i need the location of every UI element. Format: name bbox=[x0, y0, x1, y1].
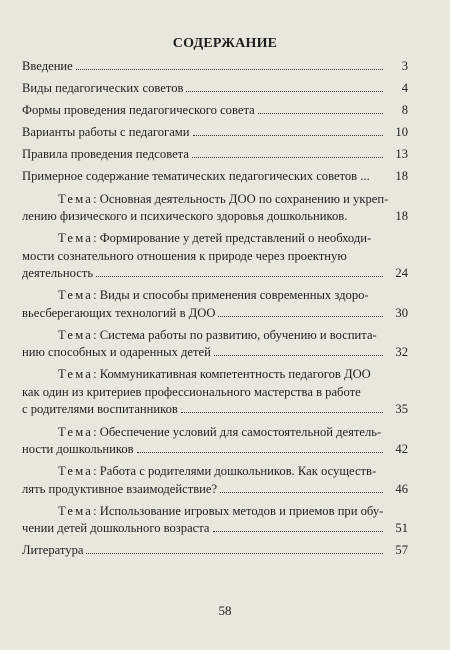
toc-entry-text: : Коммуникативная компетентность педагогов ДОО bbox=[93, 367, 371, 382]
toc-entry-line bbox=[22, 265, 408, 283]
topic-label: Тема bbox=[58, 503, 94, 518]
toc-entry-line bbox=[22, 208, 408, 226]
toc-page-number: 42 bbox=[395, 442, 408, 457]
toc-page-number: 18 bbox=[395, 209, 408, 224]
dot-leader bbox=[193, 135, 383, 136]
toc-entry-line bbox=[22, 542, 408, 560]
toc-entry-text: Примерное содержание тематических педагогических советов ... bbox=[22, 169, 370, 184]
toc-entry-line bbox=[22, 384, 408, 402]
toc-entry-line bbox=[22, 481, 408, 499]
toc-entry-text: Литература bbox=[22, 543, 84, 558]
dot-leader bbox=[192, 157, 383, 158]
topic-label: Тема bbox=[58, 464, 94, 479]
toc-entry-line bbox=[22, 80, 408, 98]
toc-entry-line bbox=[22, 230, 408, 248]
toc-entry-text: : Виды и способы применения современных здоро- bbox=[93, 288, 369, 303]
toc-entry-line bbox=[22, 441, 408, 459]
toc-entry-text: нию способных и одаренных детей bbox=[22, 345, 211, 360]
topic-label: Тема bbox=[58, 191, 94, 206]
toc-page-number: 13 bbox=[395, 147, 408, 162]
toc-entry-line bbox=[22, 503, 408, 521]
toc-entry-line bbox=[22, 327, 408, 345]
toc-entry-text: чении детей дошкольного возраста bbox=[22, 521, 210, 536]
toc-entry-text: Варианты работы с педагогами bbox=[22, 125, 190, 140]
page-number: 58 bbox=[218, 603, 232, 618]
toc-entry-text: вьесберегающих технологий в ДОО bbox=[22, 305, 216, 320]
toc-entry-text: Введение bbox=[22, 59, 73, 73]
toc-entry-line bbox=[22, 424, 408, 442]
toc-entry-text: лять продуктивное взаимодействие? bbox=[22, 481, 218, 496]
toc-page-number: 8 bbox=[401, 103, 408, 118]
toc-entry[interactable] bbox=[22, 102, 408, 120]
toc-entry-line bbox=[22, 58, 408, 76]
toc-entry[interactable] bbox=[22, 327, 408, 362]
topic-label: Тема bbox=[58, 327, 94, 342]
toc-entry-text: : Формирование у детей представлений о необходи- bbox=[93, 231, 372, 246]
dot-leader bbox=[220, 492, 383, 493]
table-of-contents bbox=[22, 58, 408, 564]
toc-page-number: 32 bbox=[395, 345, 408, 360]
toc-page-number: 10 bbox=[395, 125, 408, 140]
dot-leader bbox=[258, 113, 383, 114]
toc-entry-text: Правила проведения педсовета bbox=[22, 147, 189, 162]
dot-leader bbox=[214, 355, 383, 356]
toc-entry-text: с родителями воспитанников bbox=[22, 402, 178, 417]
toc-entry-text: : Работа с родителями дошкольников. Как осуществ- bbox=[93, 464, 377, 479]
toc-entry-line bbox=[22, 344, 408, 362]
dot-leader bbox=[218, 316, 383, 317]
toc-page-number: 4 bbox=[401, 81, 408, 96]
toc-entry-text: мости сознательного отношения к природе через проектную bbox=[22, 248, 347, 263]
toc-entry-line bbox=[22, 191, 408, 209]
toc-page-number: 18 bbox=[395, 169, 408, 184]
toc-entry-text: лению физического и психического здоровья дошкольников. bbox=[22, 209, 348, 224]
toc-page-number: 3 bbox=[401, 59, 408, 73]
toc-entry-text: : Система работы по развитию, обучению и воспита- bbox=[93, 327, 377, 342]
toc-entry-text: : Основная деятельность ДОО по сохранению и укреп- bbox=[93, 191, 389, 206]
toc-entry[interactable] bbox=[22, 191, 408, 226]
toc-entry-text: ности дошкольников bbox=[22, 442, 134, 457]
topic-label: Тема bbox=[58, 424, 94, 439]
toc-page-number: 51 bbox=[395, 521, 408, 536]
toc-entry-line bbox=[22, 146, 408, 164]
toc-page-number: 57 bbox=[395, 543, 408, 558]
toc-entry-line bbox=[22, 168, 408, 186]
toc-entry-text: Виды педагогических советов bbox=[22, 81, 184, 96]
toc-entry[interactable] bbox=[22, 146, 408, 164]
toc-entry-text: Формы проведения педагогического совета bbox=[22, 103, 255, 118]
toc-entry[interactable] bbox=[22, 80, 408, 98]
toc-page-number: 24 bbox=[395, 266, 408, 281]
toc-entry-text: : Обеспечение условий для самостоятельной деятель- bbox=[93, 424, 382, 439]
toc-entry[interactable] bbox=[22, 124, 408, 142]
dot-leader bbox=[137, 452, 383, 453]
toc-entry-line bbox=[22, 305, 408, 323]
topic-label: Тема bbox=[58, 288, 94, 303]
toc-entry[interactable] bbox=[22, 230, 408, 283]
toc-page-number: 35 bbox=[395, 402, 408, 417]
dot-leader bbox=[96, 276, 383, 277]
toc-entry-line bbox=[22, 124, 408, 142]
toc-entry[interactable] bbox=[22, 463, 408, 498]
toc-entry-line bbox=[22, 463, 408, 481]
toc-entry-line bbox=[22, 520, 408, 538]
toc-page-number: 30 bbox=[395, 305, 408, 320]
toc-entry[interactable] bbox=[22, 168, 408, 186]
toc-entry-text: деятельность bbox=[22, 266, 94, 281]
toc-entry[interactable] bbox=[22, 366, 408, 419]
topic-label: Тема bbox=[58, 367, 94, 382]
toc-entry-line bbox=[22, 287, 408, 305]
topic-label: Тема bbox=[58, 231, 94, 246]
toc-entry[interactable] bbox=[22, 542, 408, 560]
toc-entry-text: : Использование игровых методов и приемов при обу- bbox=[93, 503, 384, 518]
toc-entry[interactable] bbox=[22, 503, 408, 538]
toc-entry-line bbox=[22, 401, 408, 419]
toc-entry-text: как один из критериев профессионального мастерства в работе bbox=[22, 384, 361, 399]
toc-entry-line bbox=[22, 248, 408, 266]
toc-entry-line bbox=[22, 102, 408, 120]
toc-entry[interactable] bbox=[22, 58, 408, 76]
dot-leader bbox=[186, 91, 383, 92]
toc-entry[interactable] bbox=[22, 424, 408, 459]
page-title: СОДЕРЖАНИЕ bbox=[172, 36, 278, 51]
dot-leader bbox=[181, 412, 383, 413]
toc-page-number: 46 bbox=[395, 481, 408, 496]
dot-leader bbox=[213, 531, 384, 532]
dot-leader bbox=[76, 69, 383, 70]
dot-leader bbox=[86, 553, 383, 554]
toc-entry-line bbox=[22, 366, 408, 384]
toc-entry[interactable] bbox=[22, 287, 408, 322]
